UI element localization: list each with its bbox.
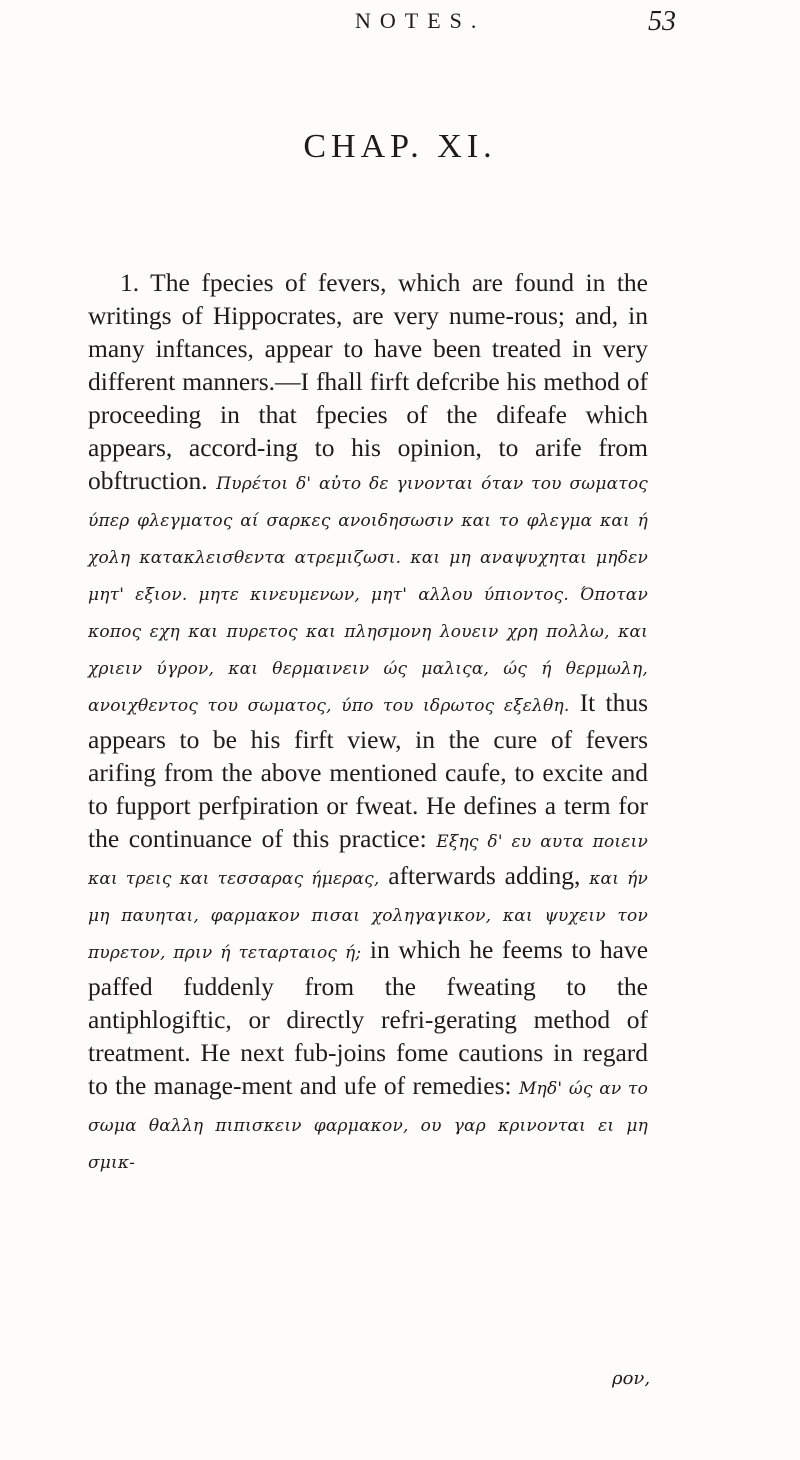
running-head	[0, 8, 800, 48]
english-text: It thus appears to be his firft view, in the cure of fevers arifing from the above mentioned caufe, to excite and to fupport perfpiration or fweat. He defines a term for the continuance of this practice:	[88, 688, 649, 853]
running-title: NOTES.	[355, 8, 486, 33]
paragraph-1	[88, 266, 648, 1180]
page-number: 53	[648, 6, 676, 37]
chapter-heading: CHAP. XI.	[303, 128, 497, 165]
catchword: ρον,	[612, 1368, 651, 1389]
greek-quotation: Μηδ' ώς αν το σωμα θαλλη πιπισκειν φαρμακον, ου γαρ κρινονται ει μη σμικ-	[88, 1079, 649, 1173]
english-text: in which he feems to have paffed fuddenly from the fweating to the antiphlogiftic, or directly refri-gerating method of treatment. He next fub-joins fome cautions in regard to the manage-ment and ufe of remedies:	[88, 935, 649, 1100]
greek-quotation: Πυρέτοι δ' αὐτο δε γινονται όταν του σωματος ύπερ φλεγματος αί σαρκες ανοιδησωσιν και το φλεγμα και ή χολη κατακλεισθεντα ατρεμιζωσι. και μη αναψυχηται μηδεν μητ' εξιον. μητε κινευμενων, μητ' αλλου ύπιοντος. Όποταν κοπος εχη και πυρετος και πλησμονη λουειν χρη πολλω, και χριειν ύγρον, και θερμαινειν ώς μαλιςα, ώς ή θερμωλη, ανοιχθεντος του σωματος, ύπο του ιδρωτος εξελθη.	[88, 474, 649, 716]
english-text: afterwards adding,	[388, 861, 581, 890]
english-text: 1. The fpecies of fevers, which are found in the writings of Hippocrates, are very nume-rous; and, in many inftances, appear to have been treated in very different manners.—I fhall firft defcribe his method of proceeding in that fpecies of the difeafe which appears, accord-ing to his opinion, to arife from obftruction.	[88, 268, 648, 495]
chapter-body	[88, 266, 648, 1180]
greek-quotation: και ήν μη παυηται, φαρμακον πισαι χοληγαγικον, και ψυχειν τον πυρετον, πριν ή τεταρταιος ή;	[88, 869, 649, 963]
greek-quotation: Εξης δ' ευ αυτα ποιειν και τρεις και τεσσαρας ήμερας,	[88, 832, 648, 889]
